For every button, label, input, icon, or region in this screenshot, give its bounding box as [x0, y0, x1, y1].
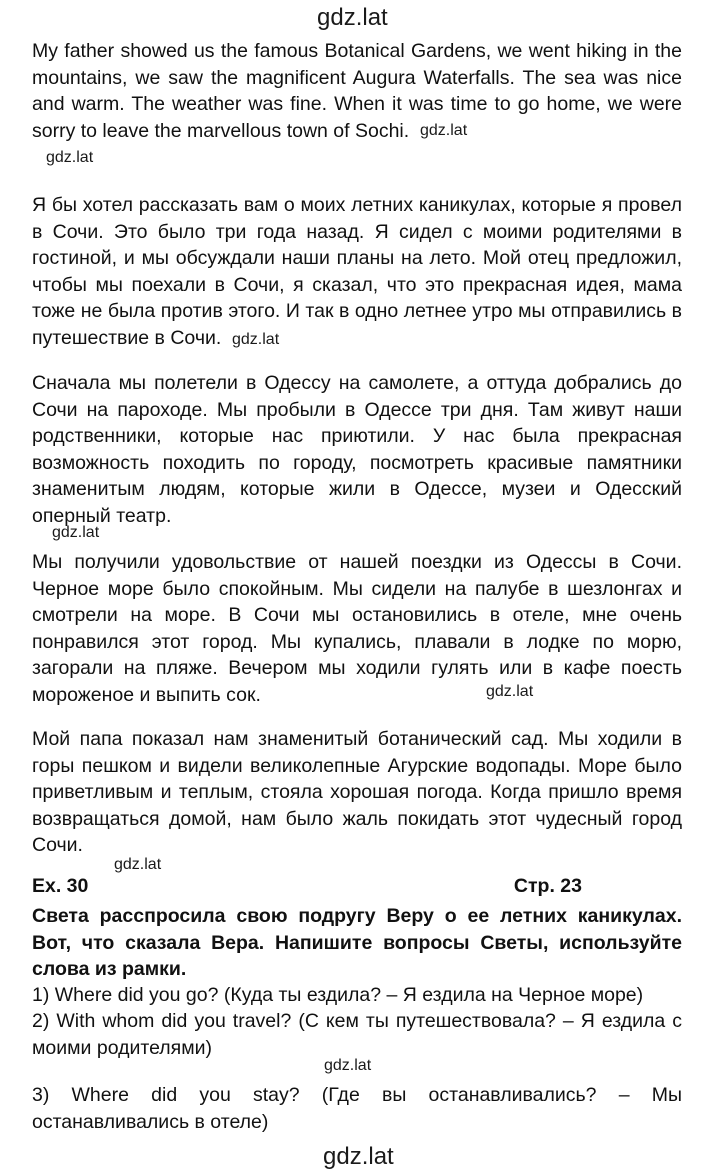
watermark-3: gdz.lat	[52, 524, 100, 541]
watermark-1: gdz.lat	[46, 149, 94, 166]
paragraph-russian-3: Мы получили удовольствие от нашей поездки из Одессы в Сочи. Черное море было спокойным. Мы сидели на палубе в шезлонгах и смотрели на море. В Сочи мы остановились в отеле, мне очень понравился этот город. Мы купались, плавали в лодке по морю, загорали на пляже. Вечером мы ходили гулять или в кафе поесть мороженое и выпить сок.	[32, 551, 682, 706]
answer-3: 3) Where did you stay? (Где вы останавливались? – Мы останавливались в отеле)	[32, 1084, 682, 1133]
exercise-number: Ex. 30	[32, 875, 89, 897]
watermark-6: gdz.lat	[324, 1057, 372, 1074]
watermark-5: gdz.lat	[114, 856, 162, 873]
watermark-2: gdz.lat	[232, 331, 280, 348]
watermark-inline-1: gdz.lat	[420, 122, 468, 139]
watermark-top: gdz.lat	[317, 4, 388, 31]
paragraph-russian-2: Сначала мы полетели в Одессу на самолете, а оттуда добрались до Сочи на пароходе. Мы пробыли в Одессе три дня. Там живут наши родственники, которые нас приютили. У нас была прекрасная возможность походить по городу, посмотреть красивые памятники знаменитым людям, которые жили в Одессе, музеи и Одесский оперный театр.	[32, 372, 682, 527]
exercise-task: Света расспросила свою подругу Веру о ее летних каникулах. Вот, что сказала Вера. Напишите вопросы Светы, используйте слова из рамки.	[32, 905, 682, 980]
paragraph-russian-1: Я бы хотел рассказать вам о моих летних каникулах, которые я провел в Сочи. Это было три года назад. Я сидел с моими родителями в гостиной, и мы обсуждали наши планы на лето. Мой отец предложил, чтобы мы поехали в Сочи, я сказал, что это прекрасная идея, мама тоже не была против этого. И так в одно летнее утро мы отправились в путешествие в Сочи.	[32, 194, 682, 349]
paragraph-russian-4: Мой папа показал нам знаменитый ботанический сад. Мы ходили в горы пешком и видели великолепные Агурские водопады. Море было приветливым и теплым, стояла хорошая погода. Когда пришло время возвращаться домой, нам было жаль покидать этот чудесный город Сочи.	[32, 728, 682, 856]
watermark-bottom: gdz.lat	[323, 1143, 394, 1170]
answer-1: 1) Where did you go? (Куда ты ездила? – Я ездила на Черное море)	[32, 984, 644, 1006]
paragraph-english: My father showed us the famous Botanical Gardens, we went hiking in the mountains, we saw the magnificent Augura Waterfalls. The sea was nice and warm. The weather was fine. When it was time to go home, we were sorry to leave the marvellous town of Sochi.	[32, 40, 682, 142]
watermark-4: gdz.lat	[486, 683, 534, 700]
answer-2: 2) With whom did you travel? (С кем ты путешествовала? – Я ездила с моими родителями)	[32, 1010, 682, 1059]
exercise-page: Стр. 23	[513, 875, 582, 897]
